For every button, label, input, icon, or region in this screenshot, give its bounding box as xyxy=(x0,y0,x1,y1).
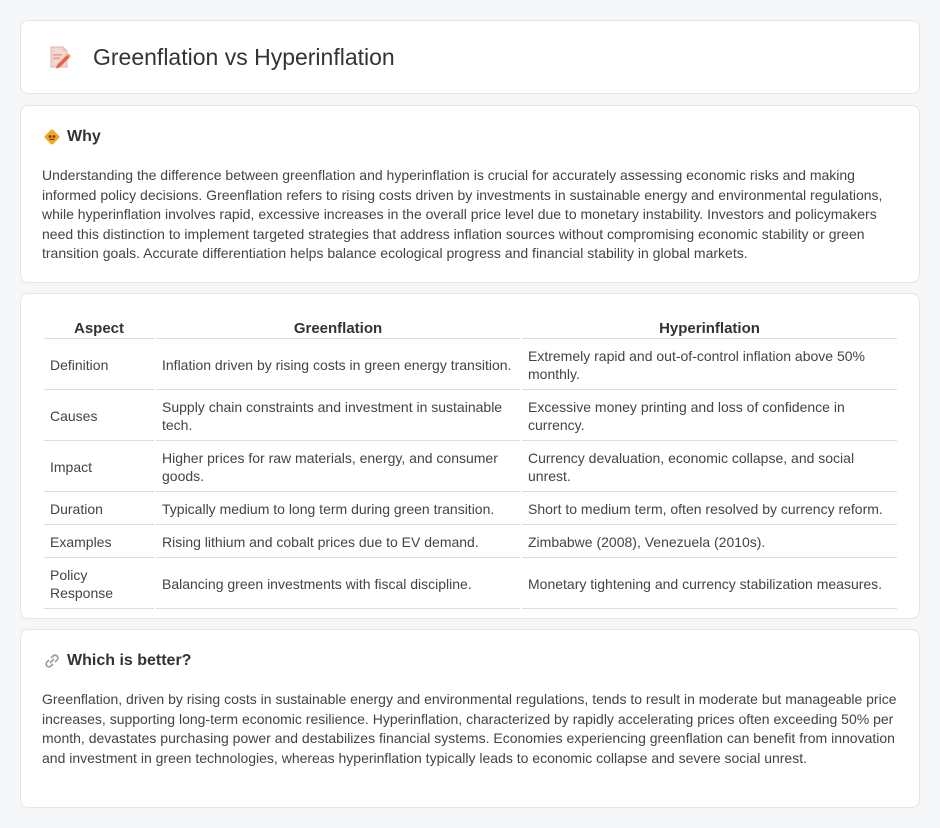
column-header-hyperinflation: Hyperinflation xyxy=(522,318,897,339)
which-is-better-section xyxy=(20,629,920,808)
why-title: Why xyxy=(67,128,101,145)
column-header-aspect: Aspect xyxy=(44,318,154,339)
aspect-cell: Policy Response xyxy=(44,560,154,609)
table-row xyxy=(44,527,897,558)
greenflation-cell: Typically medium to long term during green transition. xyxy=(156,494,520,525)
greenflation-cell: Inflation driven by rising costs in green energy transition. xyxy=(156,341,520,390)
comparison-table-card xyxy=(20,293,920,619)
hyperinflation-cell: Short to medium term, often resolved by currency reform. xyxy=(522,494,897,525)
table-row xyxy=(44,443,897,492)
why-section xyxy=(20,105,920,283)
document-pencil-icon xyxy=(47,44,73,70)
aspect-cell: Examples xyxy=(44,527,154,558)
table-row xyxy=(44,560,897,609)
greenflation-cell: Rising lithium and cobalt prices due to EV demand. xyxy=(156,527,520,558)
table-row xyxy=(44,341,897,390)
which-is-better-title: Which is better? xyxy=(67,652,192,669)
hyperinflation-cell: Excessive money printing and loss of confidence in currency. xyxy=(522,392,897,441)
greenflation-cell: Balancing green investments with fiscal discipline. xyxy=(156,560,520,609)
page-title: Greenflation vs Hyperinflation xyxy=(93,43,395,70)
greenflation-cell: Higher prices for raw materials, energy, and consumer goods. xyxy=(156,443,520,492)
table-row xyxy=(44,392,897,441)
header-card xyxy=(20,20,920,94)
hyperinflation-cell: Zimbabwe (2008), Venezuela (2010s). xyxy=(522,527,897,558)
hyperinflation-cell: Monetary tightening and currency stabilization measures. xyxy=(522,560,897,609)
greenflation-cell: Supply chain constraints and investment in sustainable tech. xyxy=(156,392,520,441)
aspect-cell: Definition xyxy=(44,341,154,390)
link-icon xyxy=(43,652,61,670)
column-header-greenflation: Greenflation xyxy=(156,318,520,339)
aspect-cell: Causes xyxy=(44,392,154,441)
which-is-better-paragraph: Greenflation, driven by rising costs in sustainable energy and environmental regulations, tends to result in moderate but manageable price increases, supporting long-term economic resilience. Hyperinflation, characterized by rapidly accelerating prices often exceeding 50% per month, devastates purchasing power and destabilizes financial systems. Economies experiencing greenflation can benefit from innovation and investment in green technologies, whereas hyperinflation typically leads to economic collapse and severe social unrest. xyxy=(42,691,897,766)
why-paragraph: Understanding the difference between greenflation and hyperinflation is crucial for accurately assessing economic risks and making informed policy decisions. Greenflation refers to rising costs driven by investments in sustainable energy and environmental regulations, while hyperinflation involves rapid, excessive increases in the overall price level due to monetary instability. Investors and policymakers need this distinction to implement targeted strategies that address inflation sources without compromising economic stability or green transition goals. Accurate differentiation helps balance ecological progress and financial stability in global markets. xyxy=(42,167,883,262)
aspect-cell: Duration xyxy=(44,494,154,525)
table-row xyxy=(44,494,897,525)
diamond-warning-icon xyxy=(43,128,61,146)
hyperinflation-cell: Currency devaluation, economic collapse, and social unrest. xyxy=(522,443,897,492)
aspect-cell: Impact xyxy=(44,443,154,492)
hyperinflation-cell: Extremely rapid and out-of-control inflation above 50% monthly. xyxy=(522,341,897,390)
comparison-table xyxy=(42,316,899,611)
table-header-row xyxy=(44,318,897,339)
